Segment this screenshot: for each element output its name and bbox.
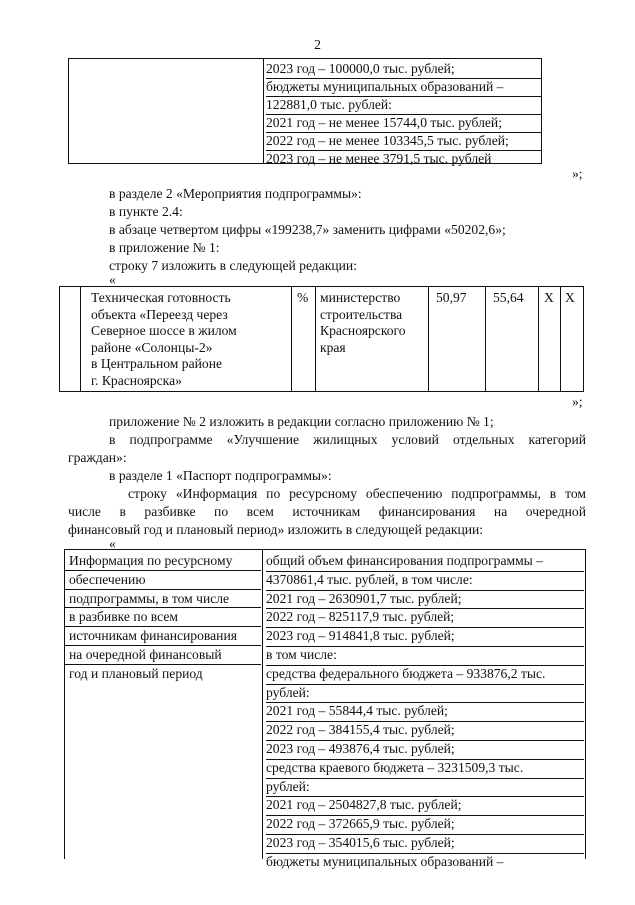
indicator-name	[91, 290, 237, 389]
left-cell-line: на очередной финансовый	[65, 646, 261, 665]
right-cell-line: 2022 год – 825117,9 тыс. рублей;	[266, 608, 584, 628]
left-cell-line: источникам финансирования	[65, 627, 261, 646]
paragraph: строку 7 изложить в следующей редакции:	[109, 258, 357, 273]
page-number: 2	[314, 38, 321, 53]
right-cell-line: в том числе:	[266, 646, 584, 666]
indicator-name-line: Техническая готовность	[91, 290, 231, 305]
close-quote: »;	[572, 166, 583, 181]
ministry-cell	[320, 290, 406, 356]
paragraph: в разделе 1 «Паспорт подпрограммы»:	[109, 468, 332, 483]
right-cell-line: рублей:	[266, 684, 584, 704]
open-quote: «	[109, 272, 116, 287]
indicator-name-line: районе «Солонцы-2»	[91, 339, 213, 355]
close-quote: »;	[572, 394, 583, 409]
paragraph: приложение № 2 изложить в редакции согласно приложению № 1;	[109, 414, 494, 429]
paragraph: граждан»:	[68, 450, 127, 465]
ministry-line: строительства	[320, 306, 403, 322]
right-cell-line: 2022 год – 384155,4 тыс. рублей;	[266, 721, 584, 741]
value-cell: 50,97	[436, 290, 467, 305]
left-cell-line: в разбивке по всем	[65, 608, 261, 627]
column-divider	[80, 287, 81, 391]
right-cell-line: 2023 год – 354015,6 тыс. рублей;	[266, 834, 584, 854]
column-divider	[428, 287, 429, 391]
column-divider	[485, 287, 486, 391]
unit-cell: %	[297, 290, 309, 305]
x-cell: X	[565, 290, 575, 305]
right-cell-line: 2021 год – 2504827,8 тыс. рублей;	[266, 796, 584, 816]
table1-line: 2021 год – не менее 15744,0 тыс. рублей;	[266, 114, 542, 133]
table1-line: бюджеты муниципальных образований –	[266, 78, 542, 97]
paragraph: в приложение № 1:	[109, 240, 220, 255]
left-cell-line: подпрограммы, в том числе	[65, 590, 261, 609]
right-cell-line: общий объем финансирования подпрограммы –	[266, 552, 584, 572]
open-quote: «	[109, 536, 116, 551]
column-divider	[291, 287, 292, 391]
left-cell-line: Информация по ресурсному	[65, 552, 261, 571]
paragraph: в подпрограмме «Улучшение жилищных условий отдельных категорий	[109, 432, 586, 447]
paragraph: числе в разбивке по всем источникам финансирования на очередной	[68, 504, 586, 519]
x-cell: X	[544, 290, 554, 305]
table1-line: 2023 год – не менее 3791,5 тыс. рублей	[266, 151, 492, 166]
value-cell: 55,64	[493, 290, 524, 305]
indicator-name-line: в Центральном районе	[91, 356, 223, 371]
right-cell-line: 2023 год – 493876,4 тыс. рублей;	[266, 740, 584, 760]
left-cell-line: год и плановый период	[69, 665, 203, 681]
right-cell-line: бюджеты муниципальных образований –	[266, 853, 504, 869]
right-cell-line: 2022 год – 372665,9 тыс. рублей;	[266, 815, 584, 835]
table1-line: 122881,0 тыс. рублей:	[266, 96, 542, 115]
right-cell-line: средства краевого бюджета – 3231509,3 тыс.	[266, 759, 584, 779]
indicator-name-line: объекта «Переезд через	[91, 306, 228, 322]
ministry-line: министерство	[320, 290, 401, 305]
passport-funding-table	[64, 549, 586, 869]
right-cell-line: средства федерального бюджета – 933876,2 тыс.	[266, 665, 584, 685]
column-divider	[263, 59, 264, 163]
table1-line: 2022 год – не менее 103345,5 тыс. рублей;	[266, 132, 542, 151]
left-cell-line: обеспечению	[65, 571, 261, 590]
right-cell-line: 2021 год – 55844,4 тыс. рублей;	[266, 702, 584, 722]
indicator-name-line: Северное шоссе в жилом	[91, 323, 237, 338]
indicator-name-line: г. Красноярска»	[91, 372, 182, 388]
column-divider	[560, 287, 561, 391]
paragraph: строку «Информация по ресурсному обеспечению подпрограммы, в том	[128, 486, 586, 501]
column-divider	[262, 550, 263, 859]
right-cell-line: 2023 год – 914841,8 тыс. рублей;	[266, 627, 584, 647]
table1-line: 2023 год – 100000,0 тыс. рублей;	[266, 60, 542, 79]
right-cell-line: рублей:	[266, 778, 584, 798]
ministry-line: края	[320, 339, 346, 355]
indicator-table-row-7	[59, 286, 584, 392]
right-cell-line: 4370861,4 тыс. рублей, в том числе:	[266, 571, 584, 591]
ministry-line: Красноярского	[320, 323, 406, 338]
paragraph: финансовый год и плановый период» изложить в следующей редакции:	[68, 522, 484, 537]
column-divider	[538, 287, 539, 391]
right-cell-line: 2021 год – 2630901,7 тыс. рублей;	[266, 590, 584, 610]
paragraph: в пункте 2.4:	[109, 204, 183, 219]
column-divider	[315, 287, 316, 391]
paragraph: в разделе 2 «Мероприятия подпрограммы»:	[109, 186, 362, 201]
funding-table-continuation	[68, 58, 542, 164]
paragraph: в абзаце четвертом цифры «199238,7» заменить цифрами «50202,6»;	[109, 222, 506, 237]
